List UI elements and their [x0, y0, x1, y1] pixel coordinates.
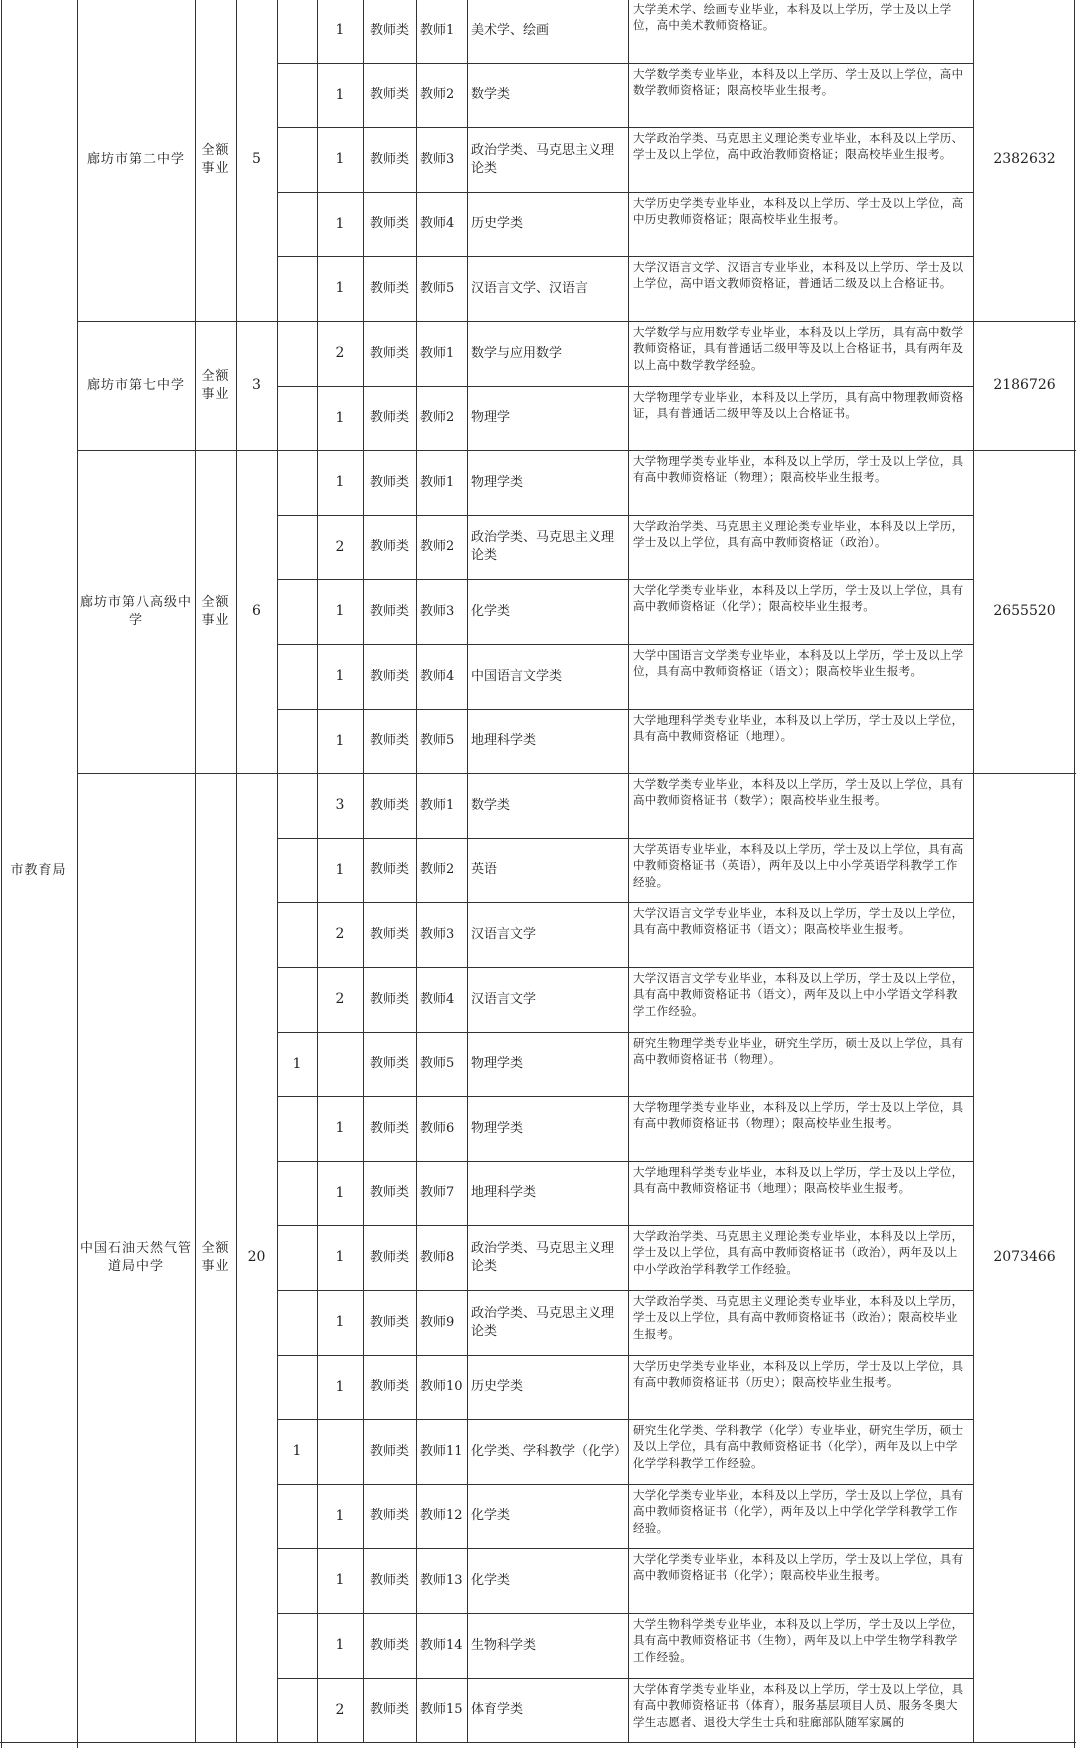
major: 汉语言文学、汉语言: [471, 280, 589, 296]
grid-vline: [277, 450, 278, 773]
post-category: 教师类: [369, 991, 409, 1007]
major: 生物科学类: [471, 1637, 537, 1653]
grid-vline: [195, 0, 196, 321]
requirements: 大学历史学类专业毕业，本科及以上学历、学士及以上学位，高中历史教师资格证；限高校毕业生报考。: [633, 196, 964, 227]
total-count: 20: [247, 1249, 266, 1266]
total-count: 6: [252, 603, 261, 620]
major: 物理学类: [471, 1120, 524, 1136]
grid-vline: [416, 450, 417, 773]
post-category: 教师类: [369, 345, 409, 361]
requirements: 大学政治学类、马克思主义理论类专业毕业，本科及以上学历，学士及以上学位，具有高中教师资格证（政治）。: [633, 519, 964, 550]
major: 物理学类: [471, 474, 524, 490]
grid-vline: [195, 773, 196, 1742]
graduate-count: [277, 579, 317, 644]
requirements: 大学化学类专业毕业，本科及以上学历，学士及以上学位，具有高中教师资格证（化学）；限高校毕业生报考。: [633, 583, 964, 614]
major: 物理学: [471, 410, 511, 426]
grid-vline: [416, 773, 417, 1742]
graduate-count: [277, 644, 317, 709]
major: 数学与应用数学: [471, 345, 563, 361]
post-category: 教师类: [369, 410, 409, 426]
contact-phone: 2186726: [993, 377, 1056, 394]
post-category: 教师类: [369, 862, 409, 878]
hire-count: 1: [335, 86, 345, 103]
post-name: 教师12: [420, 1508, 463, 1524]
post-category: 教师类: [369, 151, 409, 167]
graduate-count: [277, 127, 317, 192]
major: 政治学类、马克思主义理论类: [471, 142, 615, 176]
hire-count: 1: [335, 1378, 345, 1395]
grid-vline: [363, 450, 364, 773]
department-cell: 市教育局: [10, 863, 67, 879]
hire-count: 1: [335, 280, 345, 297]
hire-count: 2: [335, 345, 345, 362]
requirements: 大学英语专业毕业，本科及以上学历，学士及以上学位，具有高中教师资格证书（英语），两年及以上中小学英语学科教学工作经验。: [633, 842, 964, 889]
grid-vline: [467, 321, 468, 450]
post-name: 教师5: [420, 733, 455, 749]
graduate-count: [277, 63, 317, 127]
graduate-count: [277, 450, 317, 515]
major: 政治学类、马克思主义理论类: [471, 1240, 615, 1274]
requirements: 大学中国语言文学类专业毕业，本科及以上学历，学士及以上学位，具有高中教师资格证（语文）；限高校毕业生报考。: [633, 648, 964, 679]
post-category: 教师类: [369, 1702, 409, 1718]
contact-phone: 2382632: [993, 151, 1056, 168]
hire-count: 1: [335, 603, 345, 620]
grid-vline: [277, 321, 278, 450]
graduate-count: 1: [292, 1443, 302, 1460]
major: 化学类: [471, 1572, 511, 1588]
graduate-count: [277, 515, 317, 579]
post-category: 教师类: [369, 603, 409, 619]
total-count: 3: [252, 377, 261, 394]
post-category: 教师类: [369, 797, 409, 813]
grid-vline: [973, 0, 974, 321]
grid-vline: [363, 321, 364, 450]
hire-count: 2: [335, 1701, 345, 1718]
requirements: 大学物理学类专业毕业，本科及以上学历，学士及以上学位，具有高中教师资格证（物理）；限高校毕业生报考。: [633, 454, 964, 485]
grid-vline: [277, 0, 278, 321]
post-name: 教师14: [420, 1637, 463, 1653]
post-category: 教师类: [369, 280, 409, 296]
grid-vline: [236, 773, 237, 1742]
hire-count: 1: [335, 215, 345, 232]
post-name: 教师4: [420, 991, 455, 1007]
post-name: 教师11: [420, 1443, 463, 1459]
graduate-count: 1: [292, 1055, 302, 1072]
grid-vline: [317, 321, 318, 450]
post-category: 教师类: [369, 1120, 409, 1136]
grid-vline: [973, 773, 974, 1742]
funding-type: 全额事业: [201, 142, 230, 176]
post-name: 教师4: [420, 216, 455, 232]
school-name: 廊坊市第八高级中学: [80, 594, 193, 628]
graduate-count: [277, 838, 317, 902]
hire-count: 2: [335, 538, 345, 555]
hire-count: 3: [335, 797, 345, 814]
requirements: 大学政治学类、马克思主义理论类专业毕业，本科及以上学历，学士及以上学位，具有高中教师资格证书（政治）；限高校毕业生报考。: [633, 1294, 964, 1341]
graduate-count: [277, 709, 317, 773]
post-name: 教师4: [420, 668, 455, 684]
post-name: 教师3: [420, 151, 455, 167]
hire-count: 1: [335, 409, 345, 426]
grid-vline: [195, 321, 196, 450]
grid-vline: [317, 773, 318, 1742]
grid-vline: [467, 773, 468, 1742]
grid-vline: [195, 450, 196, 773]
post-name: 教师7: [420, 1185, 455, 1201]
grid-vline: [628, 773, 629, 1742]
graduate-count: [277, 0, 317, 63]
post-category: 教师类: [369, 1443, 409, 1459]
total-count: 5: [252, 151, 261, 168]
post-name: 教师1: [420, 345, 455, 361]
requirements: 大学汉语言文学、汉语言专业毕业，本科及以上学历、学士及以上学位，高中语文教师资格证，普通话二级及以上合格证书。: [633, 260, 964, 291]
grid-vline: [628, 450, 629, 773]
graduate-count: [277, 321, 317, 386]
funding-type: 全额事业: [201, 594, 230, 628]
major: 政治学类、马克思主义理论类: [471, 1305, 615, 1339]
requirements: 研究生物理学类专业毕业，研究生学历，硕士及以上学位，具有高中教师资格证书（物理）。: [633, 1036, 964, 1067]
post-name: 教师1: [420, 22, 455, 38]
hire-count: 1: [335, 22, 345, 39]
hire-count: 1: [335, 668, 345, 685]
major: 化学类: [471, 1508, 511, 1524]
major: 历史学类: [471, 1379, 524, 1395]
post-name: 教师1: [420, 474, 455, 490]
post-category: 教师类: [369, 1056, 409, 1072]
post-name: 教师15: [420, 1702, 463, 1718]
major: 汉语言文学: [471, 991, 537, 1007]
requirements: 大学美术学、绘画专业毕业，本科及以上学历，学士及以上学位，高中美术教师资格证。: [633, 2, 952, 33]
post-category: 教师类: [369, 474, 409, 490]
major: 美术学、绘画: [471, 22, 550, 38]
post-name: 教师5: [420, 280, 455, 296]
requirements: 大学地理科学类专业毕业，本科及以上学历，学士及以上学位，具有高中教师资格证书（地理）；限高校毕业生报考。: [633, 1165, 964, 1196]
table-bottom-line: [0, 1742, 1076, 1743]
requirements: 研究生化学类、学科教学（化学）专业毕业，研究生学历，硕士及以上学位，具有高中教师资格证书（化学），两年及以上中学化学学科教学工作经验。: [633, 1423, 964, 1470]
post-category: 教师类: [369, 668, 409, 684]
post-name: 教师1: [420, 797, 455, 813]
hire-count: 1: [335, 861, 345, 878]
post-category: 教师类: [369, 1314, 409, 1330]
post-name: 教师8: [420, 1249, 455, 1265]
requirements: 大学化学类专业毕业，本科及以上学历，学士及以上学位，具有高中教师资格证书（化学）；限高校毕业生报考。: [633, 1552, 964, 1583]
post-name: 教师13: [420, 1572, 463, 1588]
hire-count: 1: [335, 1184, 345, 1201]
school-name: 中国石油天然气管道局中学: [80, 1240, 193, 1274]
graduate-count: [277, 1225, 317, 1290]
hire-count: 1: [335, 474, 345, 491]
graduate-count: [277, 1484, 317, 1548]
major: 化学类、学科教学（化学）: [471, 1443, 628, 1459]
requirements: 大学数学与应用数学专业毕业，本科及以上学历，具有高中数学教师资格证，具有普通话二级甲等及以上合格证书，具有两年及以上高中数学教学经验。: [633, 325, 964, 372]
school-name: 廊坊市第七中学: [86, 377, 185, 393]
grid-vline: [467, 450, 468, 773]
grid-vline: [363, 0, 364, 321]
graduate-count: [277, 1096, 317, 1161]
hire-count: 2: [335, 991, 345, 1008]
post-name: 教师6: [420, 1120, 455, 1136]
major: 数学类: [471, 87, 511, 103]
hire-count: 1: [335, 1314, 345, 1331]
major: 历史学类: [471, 216, 524, 232]
grid-vline: [236, 0, 237, 321]
graduate-count: [277, 967, 317, 1032]
post-name: 教师2: [420, 539, 455, 555]
grid-vline: [363, 773, 364, 1742]
post-category: 教师类: [369, 22, 409, 38]
post-category: 教师类: [369, 1637, 409, 1653]
post-name: 教师5: [420, 1056, 455, 1072]
post-name: 教师2: [420, 87, 455, 103]
graduate-count: [277, 1161, 317, 1225]
requirements: 大学物理学类专业毕业，本科及以上学历，学士及以上学位，具有高中教师资格证书（物理）；限高校毕业生报考。: [633, 1100, 964, 1131]
post-name: 教师3: [420, 603, 455, 619]
requirements: 大学历史学类专业毕业，本科及以上学历，学士及以上学位，具有高中教师资格证书（历史）；限高校毕业生报考。: [633, 1359, 964, 1390]
graduate-count: [277, 1548, 317, 1613]
graduate-count: [277, 1355, 317, 1419]
grid-vline: [317, 450, 318, 773]
contact-phone: 2073466: [993, 1249, 1056, 1266]
hire-count: [317, 1419, 363, 1484]
post-category: 教师类: [369, 733, 409, 749]
requirements: 大学数学类专业毕业，本科及以上学历、学士及以上学位，高中数学教师资格证；限高校毕业生报考。: [633, 67, 964, 98]
hire-count: 1: [335, 1572, 345, 1589]
grid-vline: [277, 773, 278, 1742]
post-category: 教师类: [369, 216, 409, 232]
grid-vline: [628, 0, 629, 321]
contact-phone: 2655520: [993, 603, 1056, 620]
requirements: 大学数学类专业毕业，本科及以上学历，学士及以上学位，具有高中教师资格证书（数学）；限高校毕业生报考。: [633, 777, 964, 808]
requirements: 大学生物科学类专业毕业，本科及以上学历，学士及以上学位，具有高中教师资格证书（生物），两年及以上中学生物学科教学工作经验。: [633, 1617, 964, 1664]
grid-vline: [628, 321, 629, 450]
grid-vline: [317, 0, 318, 321]
grid-vline: [467, 0, 468, 321]
grid-vline: [236, 450, 237, 773]
major: 政治学类、马克思主义理论类: [471, 530, 615, 563]
funding-type: 全额事业: [201, 368, 230, 402]
major: 体育学类: [471, 1702, 524, 1718]
hire-count: 1: [335, 1249, 345, 1266]
post-category: 教师类: [369, 87, 409, 103]
post-category: 教师类: [369, 1249, 409, 1265]
graduate-count: [277, 1678, 317, 1742]
grid-vline: [236, 321, 237, 450]
requirements: 大学汉语言文学专业毕业，本科及以上学历，学士及以上学位，具有高中教师资格证书（语文），两年及以上中小学语文学科教学工作经验。: [633, 971, 964, 1018]
grid-vline: [416, 0, 417, 321]
hire-count: [317, 1032, 363, 1096]
graduate-count: [277, 902, 317, 967]
major: 地理科学类: [471, 733, 537, 749]
major: 地理科学类: [471, 1185, 537, 1201]
post-category: 教师类: [369, 1185, 409, 1201]
post-category: 教师类: [369, 1508, 409, 1524]
post-name: 教师2: [420, 410, 455, 426]
hire-count: 1: [335, 151, 345, 168]
graduate-count: [277, 1290, 317, 1355]
post-category: 教师类: [369, 926, 409, 942]
funding-type: 全额事业: [201, 1240, 230, 1274]
graduate-count: [277, 256, 317, 321]
post-name: 教师3: [420, 926, 455, 942]
graduate-count: [277, 773, 317, 838]
major: 物理学类: [471, 1056, 524, 1072]
post-name: 教师9: [420, 1314, 455, 1330]
grid-vline: [416, 321, 417, 450]
hire-count: 2: [335, 926, 345, 943]
major: 中国语言文学类: [471, 668, 563, 684]
post-category: 教师类: [369, 539, 409, 555]
grid-vline: [973, 450, 974, 773]
post-name: 教师2: [420, 862, 455, 878]
graduate-count: [277, 1613, 317, 1678]
hire-count: 1: [335, 1637, 345, 1654]
graduate-count: [277, 192, 317, 256]
requirements: 大学政治学类、马克思主义理论类专业毕业，本科及以上学历，学士及以上学位，具有高中教师资格证书（政治），两年及以上中小学政治学科教学工作经验。: [633, 1229, 964, 1276]
post-category: 教师类: [369, 1572, 409, 1588]
major: 数学类: [471, 797, 511, 813]
post-name: 教师10: [420, 1379, 463, 1395]
major: 化学类: [471, 603, 511, 619]
requirements: 大学政治学类、马克思主义理论类专业毕业，本科及以上学历、学士及以上学位，高中政治教师资格证；限高校毕业生报考。: [633, 131, 964, 162]
major: 汉语言文学: [471, 926, 537, 942]
hire-count: 1: [335, 1507, 345, 1524]
graduate-count: [277, 386, 317, 450]
hire-count: 1: [335, 732, 345, 749]
requirements: 大学地理科学类专业毕业，本科及以上学历，学士及以上学位，具有高中教师资格证（地理）。: [633, 713, 964, 744]
requirements: 大学物理学专业毕业，本科及以上学历，具有高中物理教师资格证，具有普通话二级甲等及以上合格证书。: [633, 390, 964, 421]
requirements: 大学化学类专业毕业，本科及以上学历，学士及以上学位，具有高中教师资格证书（化学），两年及以上中学化学学科教学工作经验。: [633, 1488, 964, 1535]
requirements: 大学体育学类专业毕业，本科及以上学历，学士及以上学位，具有高中教师资格证书（体育），服务基层项目人员、服务冬奥大学生志愿者、退役大学生士兵和驻廊部队随军家属的: [633, 1682, 964, 1729]
requirements: 大学汉语言文学专业毕业，本科及以上学历，学士及以上学位，具有高中教师资格证书（语文）；限高校毕业生报考。: [633, 906, 964, 937]
hire-count: 1: [335, 1120, 345, 1137]
school-name: 廊坊市第二中学: [86, 151, 185, 167]
grid-vline: [973, 321, 974, 450]
major: 英语: [471, 862, 498, 878]
post-category: 教师类: [369, 1379, 409, 1395]
